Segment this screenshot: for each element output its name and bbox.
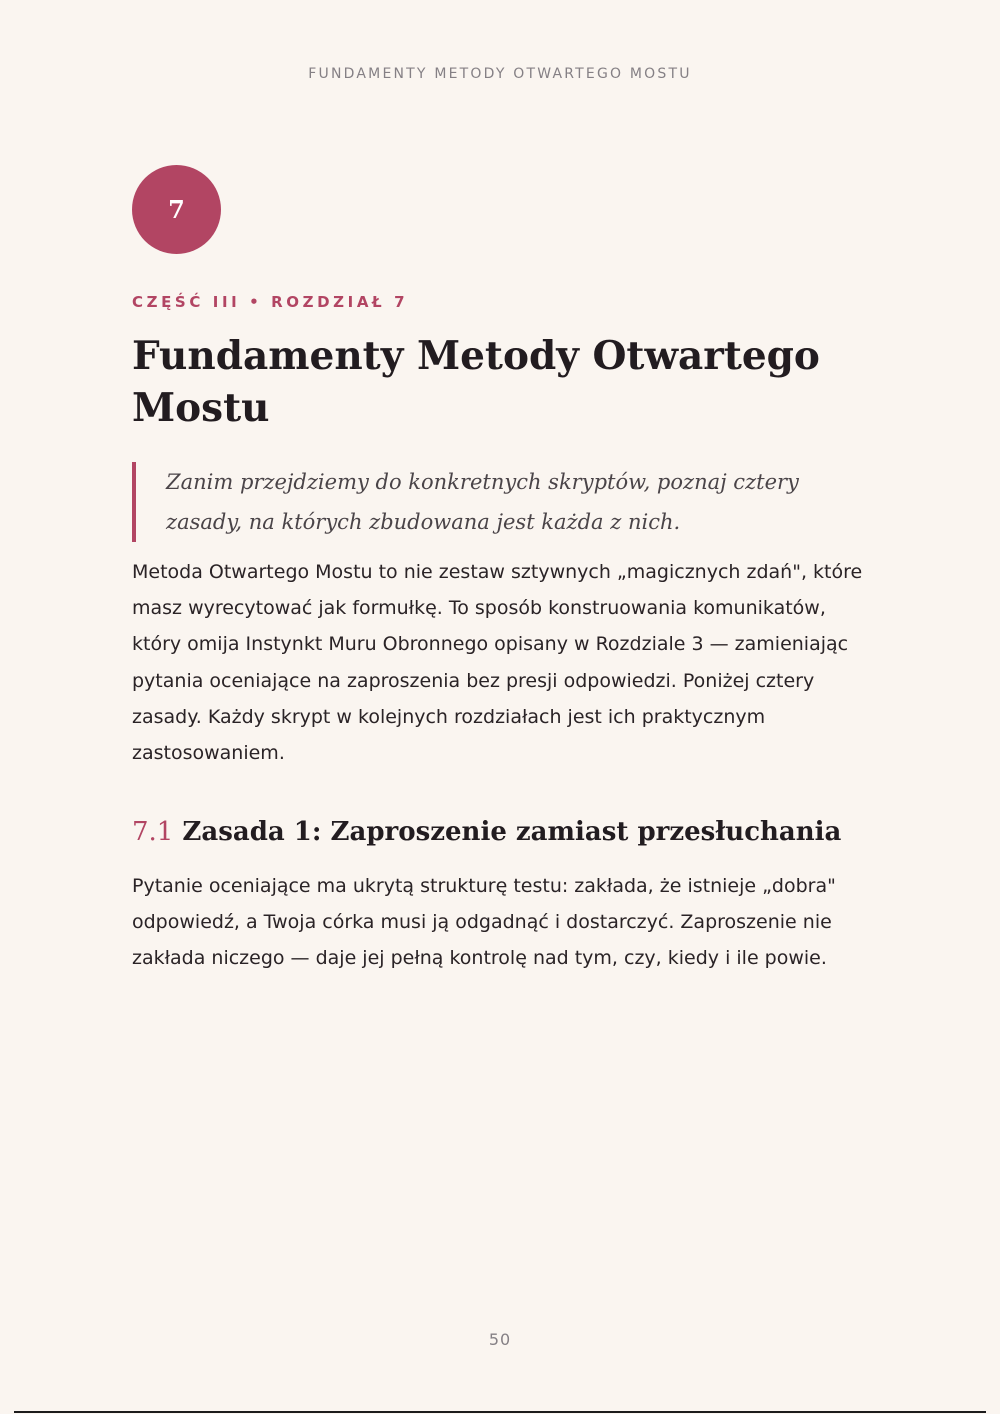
chapter-number: 7 [168, 195, 185, 224]
page-number: 50 [488, 1330, 512, 1349]
running-header: FUNDAMENTY METODY OTWARTEGO MOSTU [308, 66, 692, 82]
chapter-number-badge [132, 165, 221, 254]
section-paragraph: Pytanie oceniające ma ukrytą strukturę testu: zakłada, że istnieje „dobra" odpowiedź, a Twoja córka musi ją odgadnąć i dostarczyć. Zaproszenie nie zakłada niczego — daje jej pełną kontrolę nad tym, czy, kiedy i ile powie. [132, 875, 836, 970]
intro-paragraph: Metoda Otwartego Mostu to nie zestaw sztywnych „magicznych zdań", które masz wyrecytować jak formułkę. To sposób konstruowania komunikatów, który omija Instynkt Muru Obronnego opisany w Rozdziale 3 — zamieniając pytania oceniające na zaproszenia bez presji odpowiedzi. Poniżej cztery zasady. Każdy skrypt w kolejnych rozdziałach jest ich praktycznym zastosowaniem. [132, 561, 863, 765]
chapter-kicker: CZĘŚĆ III • ROZDZIAŁ 7 [132, 293, 409, 311]
chapter-epigraph: Zanim przejdziemy do konkretnych skryptów, poznaj cztery zasady, na których zbudowana jest każda z nich. [132, 462, 852, 542]
section-heading [132, 812, 841, 852]
section-number: 7.1 [132, 817, 174, 847]
chapter-title: Fundamenty Metody Otwartego Mostu [132, 333, 820, 431]
section-title: Zasada 1: Zaproszenie zamiast przesłuchania [182, 817, 842, 847]
bottom-rule [14, 1411, 986, 1413]
